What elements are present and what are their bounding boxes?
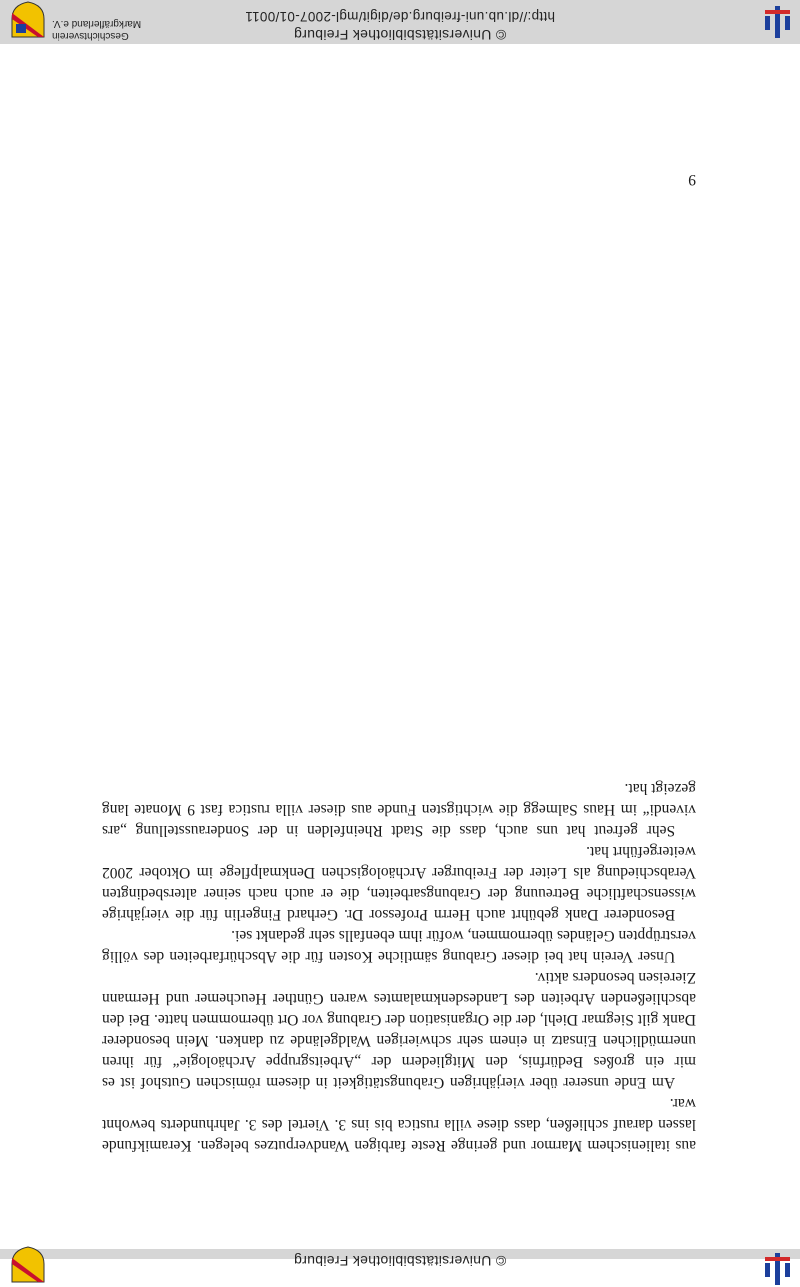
article-body: [102, 778, 696, 1156]
society-name-line1: Geschichtsverein: [52, 30, 129, 41]
paragraph-5: Sehr gefreut hat uns auch, dass die Stadt Rheinfelden in der Sonderausstellung „ars vivendi“ im Haus Salmegg die wichtigsten Funde aus dieser villa rustica fast 9 Monate lang gezeigt hat.: [102, 780, 696, 839]
permalink-url[interactable]: http://dl.ub.uni-freiburg.de/digit/mgl-2007-01/0011: [245, 9, 555, 24]
society-logo: [4, 1247, 204, 1287]
bottom-copyright-text: © Universitätsbibliothek Freiburg: [293, 27, 507, 43]
bottom-repository-bar: [0, 0, 800, 44]
society-logo: [4, 2, 204, 42]
ub-freiburg-logo-icon: [758, 1251, 794, 1287]
page-number: 9: [688, 171, 696, 188]
paragraph-2: Am Ende unserer über vierjährigen Grabungstätigkeit in diesem römischen Gutshof ist es mir ein großes Bedürfnis, den Mitgliedern der „Arbeitsgruppe Archäologie“ für ihren unermüdlichen Einsatz in einem sehr schwierigen Waldgelände zu danken. Mein besonderer Dank gilt Siegmar Diehl, der die Organisation der Grabung vor Ort übernommen hatte. Bei den abschließenden Arbeiten des Landesdenkmalamtes waren Günther Heuchemer und Hermann Ziereisen besonders aktiv.: [102, 969, 696, 1091]
ub-freiburg-logo-icon: [758, 4, 794, 40]
society-name-line2: Markgräflerland e.V.: [52, 18, 142, 29]
top-copyright-text: © Universitätsbibliothek Freiburg: [293, 1253, 507, 1269]
society-name: [52, 17, 141, 41]
coat-of-arms-icon: [10, 1246, 46, 1284]
paragraph-3: Unser Verein hat bei dieser Grabung sämtliche Kosten für die Abschürfarbeiten des völlig verstrüppten Geländes übernommen, wofür ihm ebenfalls sehr gedankt sei.: [102, 927, 696, 965]
coat-of-arms-icon: [10, 1, 46, 39]
top-repository-bar: [0, 1249, 800, 1269]
paragraph-4: Besonderer Dank gebührt auch Herrn Professor Dr. Gerhard Fingerlin für die vierjährige wissenschaftliche Betreuung der Grabungsarbeiten, die er auch nach seiner altersbedingten Verabschiedung als Leiter der Freiburger Archäologischen Denkmalpflege im Oktober 2002 weitergeführt hat.: [102, 843, 696, 923]
paragraph-1: aus italienischem Marmor und geringe Reste farbigen Wandverputzes belegen. Keramikfunde lassen darauf schließen, dass diese villa rustica bis ins 3. Viertel des 3. Jahrhunderts bewohnt war.: [102, 1095, 696, 1154]
